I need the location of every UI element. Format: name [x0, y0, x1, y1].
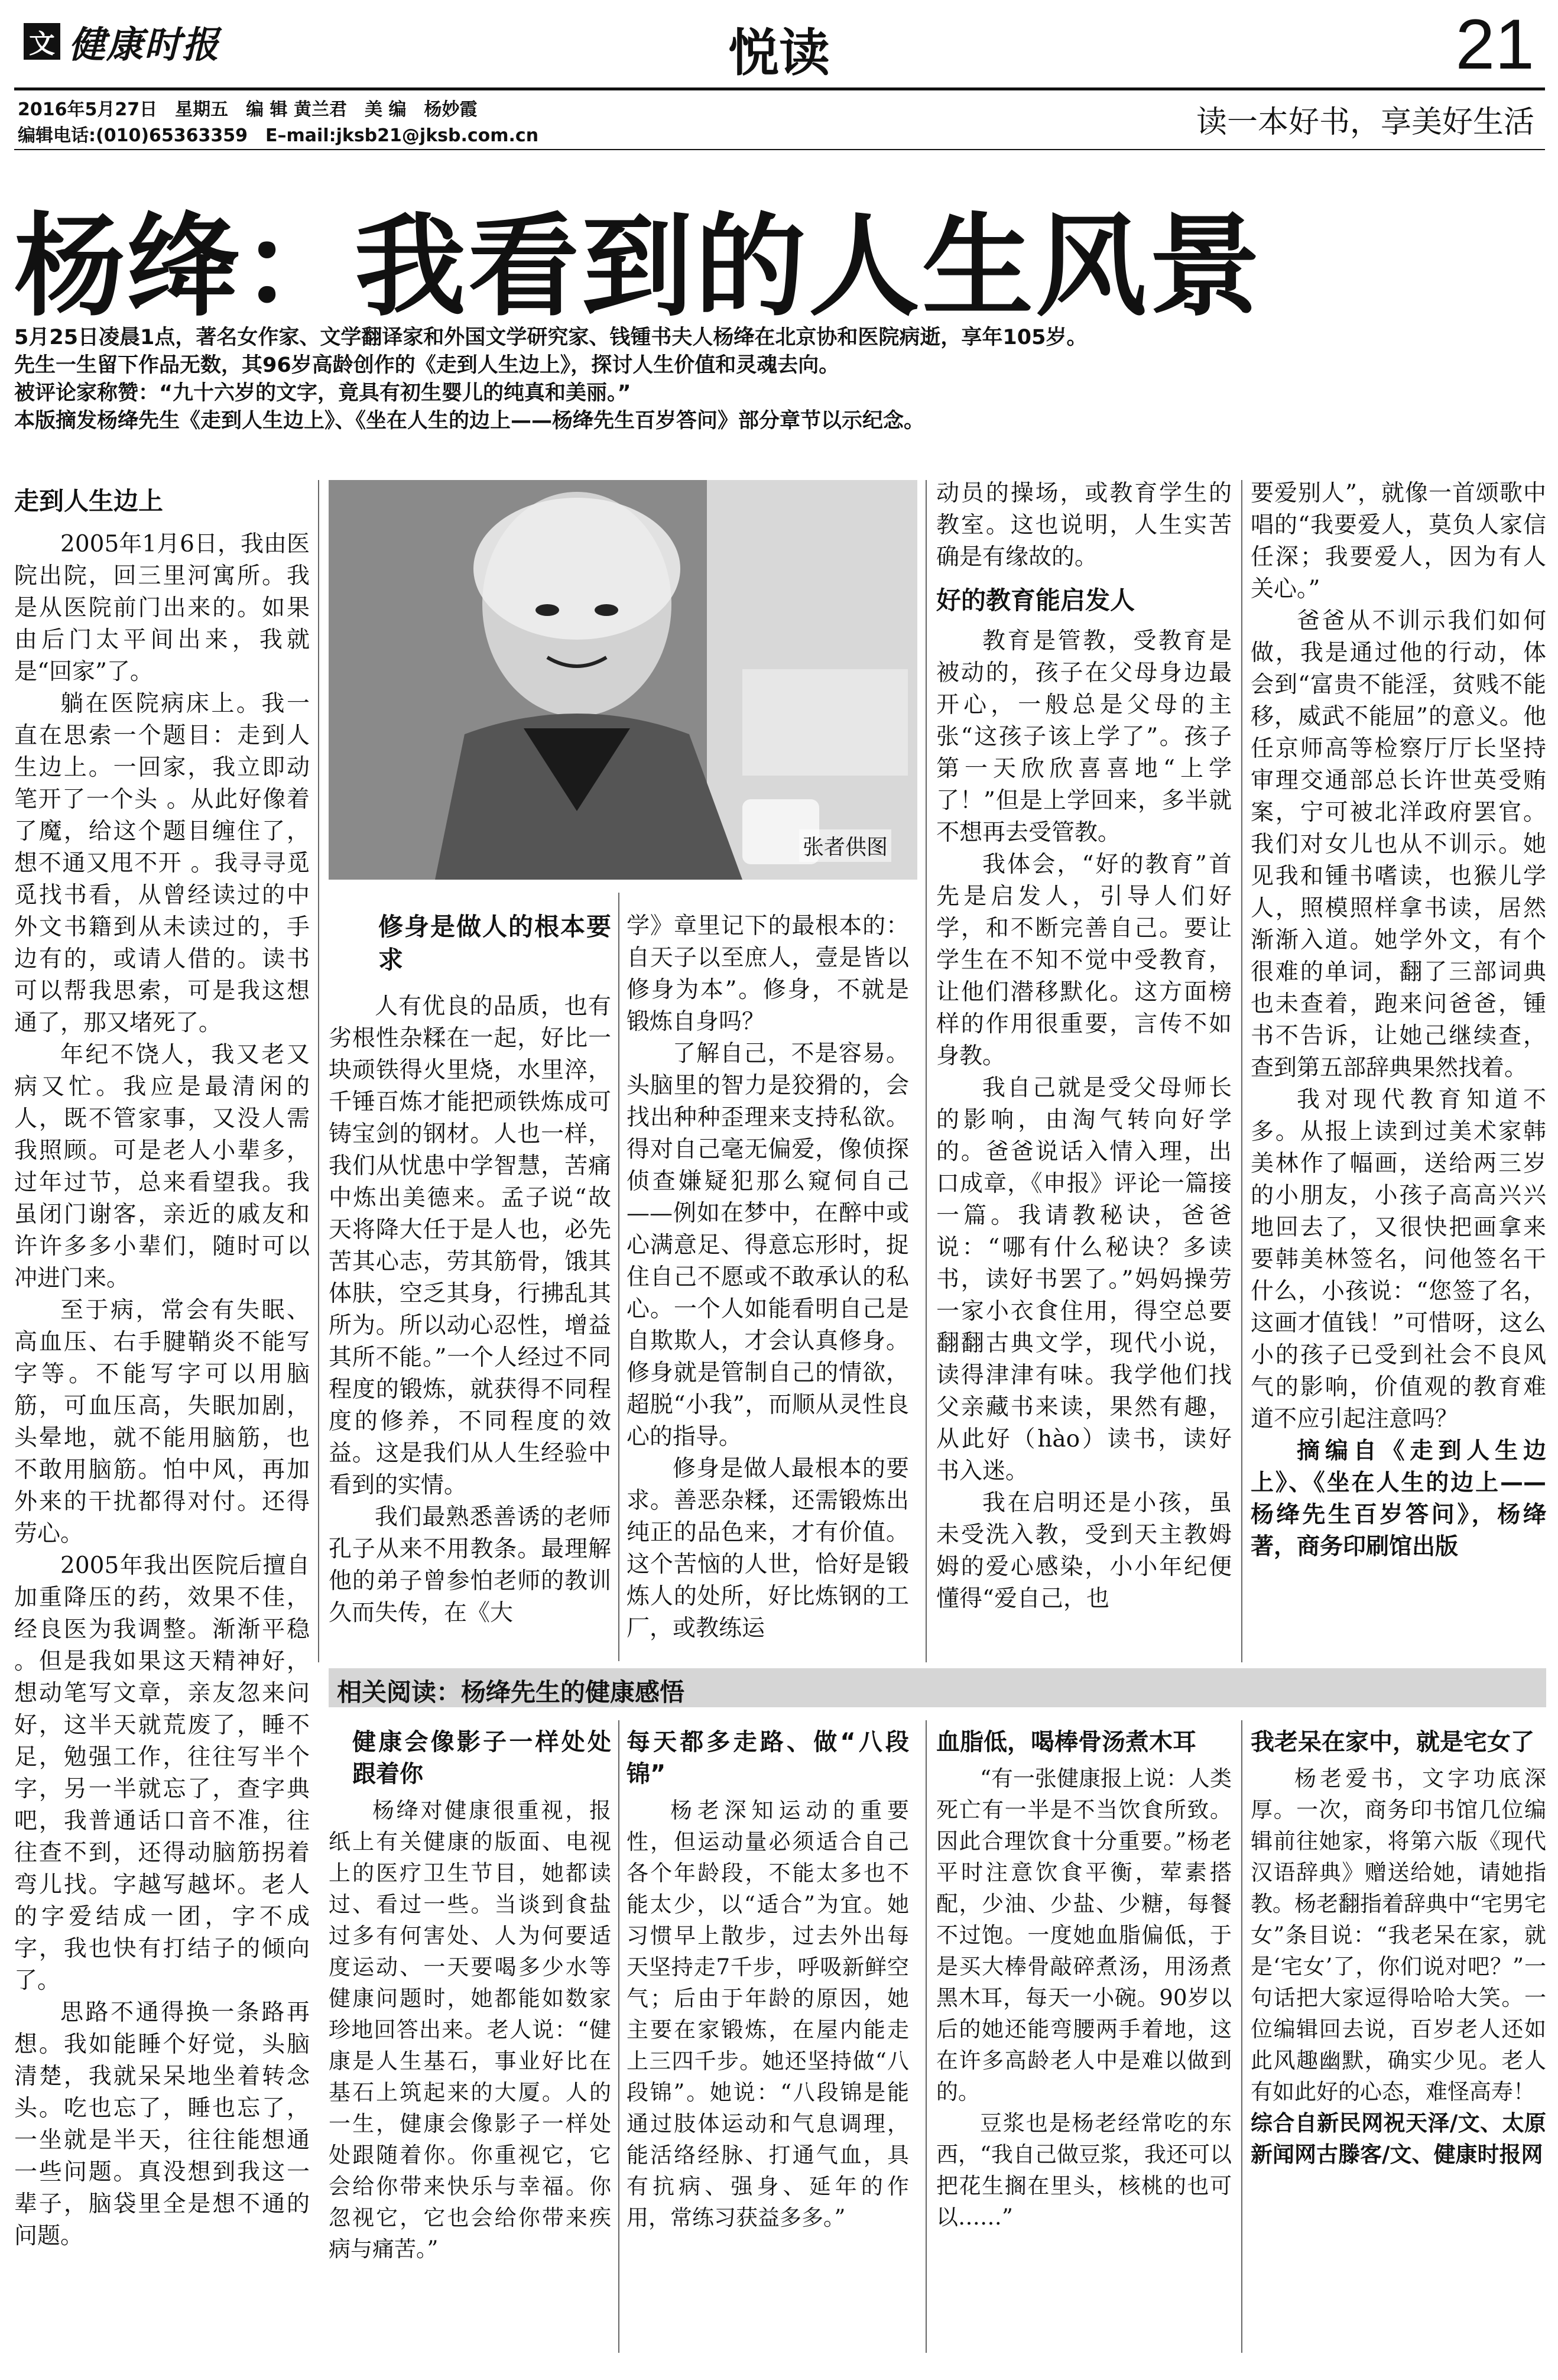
section-slogan: 读一本好书，享美好生活 — [1196, 105, 1534, 140]
related-item-text: “有一张健康报上说：人类死亡有一半是不当饮食所致。因此合理饮食十分重要。”杨老平时注意饮食平衡，荤素搭配，少油、少盐、少糖，每餐不过饱。一度她血脂偏低，于是买大棒骨敲碎煮汤，用汤煮黑木耳，每天一小碗。90岁以后的她还能弯腰两手着地，这在许多高龄老人中是难以做到的。 — [936, 1766, 1232, 2105]
article-source: 摘编自《走到人生边上》、《坐在人生的边上——杨绛先生百岁答问》，杨绛著，商务印刷馆出版 — [1251, 1438, 1546, 1560]
portrait-photo — [329, 480, 917, 880]
lede — [14, 324, 1545, 435]
masthead — [0, 0, 1558, 89]
related-item-2 — [627, 1726, 909, 2353]
related-item-4 — [1251, 1726, 1546, 2353]
paragraph: 了解自己，不是容易。头脑里的智力是狡猾的，会找出种种歪理来支持私欲。得对自己毫无偏爱，像侦探侦查嫌疑犯那么窥伺自己——例如在梦中，在醉中或心满意足、得意忘形时，捉住自己不愿或不敢承认的私心。一个人如能看明自己是自欺欺人，才会认真修身。修身就是管制自己的情欲，超脱“小我”，而顺从灵性良心的指导。 — [627, 1040, 909, 1450]
related-item-title: 我老呆在家中，就是宅女了 — [1251, 1729, 1534, 1756]
subhead-edge-of-life: 走到人生边上 — [14, 487, 164, 515]
header-rule — [14, 149, 1545, 150]
paragraph: 至于病，常会有失眠、高血压、右手腱鞘炎不能写字等。不能写字可以用脑筋，可血压高，失眠加剧，头晕地，就不能用脑筋，也不敢用脑筋。怕中风，再加外来的干扰都得对付。还得劳心。 — [14, 1297, 310, 1547]
column-divider — [618, 1720, 619, 2353]
subhead-self-cultivation: 修身是做人的根本要求 — [378, 912, 611, 974]
lede-line: 先生一生留下作品无数，其96岁高龄创作的《走到人生边上》，探讨人生价值和灵魂去向。 — [14, 354, 840, 377]
article-column-2 — [329, 910, 611, 1655]
paragraph: 动员的操场，或教育学生的教室。这也说明，人生实苦确是有缘故的。 — [936, 480, 1232, 570]
paragraph: 思路不通得换一条路再想。我如能睡个好觉，头脑清楚，我就呆呆地坐着转念头。吃也忘了，睡也忘了，一坐就是半天，往往能想通一些问题。真没想到我这一辈子，脑袋里全是想不通的问题。 — [14, 1999, 310, 2249]
column-divider — [926, 1720, 927, 2353]
issue-info: 2016年5月27日 星期五 编 辑 黄兰君 美 编 杨妙霞 — [18, 99, 478, 120]
paragraph: 教育是管教，受教育是被动的，孩子在父母身边最开心，一般总是父母的主张“这孩子该上学了”。孩子第一天欣欣喜喜地“上学了！”但是上学回来，多半就不想再去受管教。 — [936, 628, 1232, 846]
column-divider — [1241, 1720, 1242, 2353]
paragraph: 我们最熟悉善诱的老师孔子从来不用教条。最理解他的弟子曾参怕老师的教训久而失传，在《大 — [329, 1504, 611, 1626]
section-name: 悦读 — [728, 24, 830, 83]
related-item-title: 健康会像影子一样处处跟着你 — [352, 1729, 611, 1788]
paragraph: 要爱别人”，就像一首颂歌中唱的“我要爱人，莫负人家信任深；我要爱人，因为有人关心。” — [1251, 480, 1546, 602]
logo-mark-icon: 文 — [24, 23, 60, 60]
editor-contact: 编辑电话:(010)65363359 E–mail:jksb21@jksb.com.cn — [18, 125, 539, 146]
column-divider — [318, 480, 319, 1662]
related-item-3 — [936, 1726, 1232, 2353]
paragraph: 人有优良的品质，也有劣根性杂糅在一起，好比一块顽铁得火里烧，水里淬，千锤百炼才能把顽铁炼成可铸宝剑的钢材。人也一样，我们从忧患中学智慧，苦痛中炼出美德来。孟子说“故天将降大任于是人也，必先苦其心志，劳其筋骨，饿其体肤，空乏其身，行拂乱其所为。所以动心忍性，增益其所不能。”一个人经过不同程度的锻炼，就获得不同程度的修养，不同程度的效益。这是我们从人生经验中看到的实情。 — [329, 993, 611, 1499]
related-reading-title: 相关阅读：杨绛先生的健康感悟 — [337, 1678, 685, 1707]
lede-line: 5月25日凌晨1点，著名女作家、文学翻译家和外国文学研究家、钱锺书夫人杨绛在北京协和医院病逝，享年105岁。 — [14, 326, 1088, 349]
column-divider — [1241, 480, 1242, 1662]
paragraph: 爸爸从不训示我们如何做，我是通过他的行动，体会到“富贵不能淫，贫贱不能移，威武不能屈”的意义。他任京师高等检察厅厅长坚持审理交通部总长许世英受贿案，宁可被北洋政府罢官。我们对女儿也从不训示。她见我和锺书嗜读，也猴儿学人，照模照样拿书读，居然渐渐入道。她学外文，有个很难的单词，翻了三部词典也未查着，跑来问爸爸，锺书不告诉，让她己继续查，查到第五部辞典果然找着。 — [1251, 608, 1546, 1081]
paragraph: 年纪不饶人，我又老又病又忙。我应是最清闲的人，既不管家事，又没人需我照顾。可是老人小辈多，过年过节，总来看望我。我虽闭门谢客，亲近的戚友和许许多多小辈们，随时可以冲进门来。 — [14, 1042, 310, 1292]
paragraph: 我对现代教育知道不多。从报上读到过美术家韩美林作了幅画，送给两三岁的小朋友，小孩子高高兴兴地回去了，又很快把画拿来要韩美林签名，问他签名干什么，小孩说：“您签了名，这画才值钱！”可惜呀，这么小的孩子已受到社会不良风气的影响，价值观的教育难道不应引起注意吗？ — [1251, 1087, 1546, 1432]
column-divider — [618, 893, 619, 1661]
portrait-illustration — [329, 480, 917, 880]
top-rule — [14, 87, 1545, 90]
paragraph: 学》章里记下的最根本的：自天子以至庶人，壹是皆以修身为本”。修身，不就是锻炼自身吗？ — [627, 913, 909, 1035]
newspaper-logo — [24, 18, 220, 65]
article-column-1 — [14, 485, 310, 2249]
related-item-title: 血脂低，喝棒骨汤煮木耳 — [936, 1729, 1196, 1756]
paragraph: 我体会，“好的教育”首先是启发人，引导人们好学，和不断完善自己。要让学生在不知不觉中受教育，让他们潜移默化。这方面榜样的作用很重要，言传不如身教。 — [936, 851, 1232, 1069]
related-item-text: 杨绛对健康很重视，报纸上有关健康的版面、电视上的医疗卫生节目，她都读过、看过一些。当谈到食盐过多有何害处、人为何要适度运动、一天要喝多少水等健康问题时，她都能如数家珍地回答出来。老人说：“健康是人生基石，事业好比在基石上筑起来的大厦。人的一生，健康会像影子一样处处跟随着你。你重视它，它会给你带来快乐与幸福。你忽视它，它也会给你带来疾病与痛苦。” — [329, 1798, 611, 2262]
lede-line: 本版摘发杨绛先生《走到人生边上》、《坐在人生的边上——杨绛先生百岁答问》部分章节以示纪念。 — [14, 409, 925, 433]
page-number: 21 — [1455, 5, 1534, 84]
article-column-3 — [627, 910, 909, 1655]
page-headline: 杨绛：我看到的人生风景 — [14, 201, 1262, 332]
paragraph: 躺在医院病床上。我一直在思索一个题目：走到人生边上。一回家，我立即动笔开了一个头 。从此好像着了魔，给这个题目缠住了，想不通又甩不开 。我寻寻觅觅找书看，从曾经读过的中外文书籍到从未读过的，手边有的，或请人借的。读书可以帮我思索，可是我这想通了，那又堵死了。 — [14, 690, 310, 1036]
article-column-4 — [936, 478, 1232, 1660]
article-column-5 — [1251, 478, 1546, 1660]
related-item-text: 杨老爱书，文字功底深厚。一次，商务印书馆几位编辑前往她家，将第六版《现代汉语辞典》赠送给她，请她指教。杨老翻指着辞典中“宅男宅女”条目说：“我老呆在家，就是‘宅女’了，你们说对吧？”一句话把大家逗得哈哈大笑。一位编辑回去说，百岁老人还如此风趣幽默，确实少见。老人有如此好的心态，难怪高寿！ — [1251, 1766, 1546, 2105]
paragraph: 我在启明还是小孩，虽未受洗入教，受到天主教姆姆的爱心感染，小小年纪便懂得“爱自己，也 — [936, 1490, 1232, 1612]
paragraph: 修身是做人最根本的要求。善恶杂糅，还需锻炼出纯正的品色来，才有价值。这个苦恼的人世，恰好是锻炼人的处所，好比炼钢的工厂，或教练运 — [627, 1455, 909, 1642]
column-divider — [926, 480, 927, 1662]
related-item-text: 豆浆也是杨老经常吃的东西，“我自己做豆浆，我还可以把花生搁在里头，核桃的也可以……” — [936, 2110, 1232, 2230]
photo-credit: 张者供图 — [799, 829, 891, 862]
related-item-source: 综合自新民网祝天泽/文、太原新闻网古滕客/文、健康时报网 — [1251, 2110, 1546, 2167]
related-item-title: 每天都多走路、做“八段锦” — [627, 1729, 909, 1788]
related-item-text: 杨老深知运动的重要性，但运动量必须适合自己各个年龄段，不能太多也不能太少，以“适合”为宜。她习惯早上散步，过去外出每天坚持走7千步，呼吸新鲜空气；后由于年龄的原因，她主要在家锻炼，在屋内能走上三四千步。她还坚持做“八段锦”。她说：“八段锦是能通过肢体运动和气息调理，能活络经脉、打通气血，具有抗病、强身、延年的作用，常练习获益多多。” — [627, 1798, 909, 2230]
paragraph: 我自己就是受父母师长的影响，由淘气转向好学的。爸爸说话入情入理，出口成章，《申报》评论一篇接一篇。我请教秘诀，爸爸说：“哪有什么秘诀？多读书，读好书罢了。”妈妈操劳一家小衣食住用，得空总要翻翻古典文学，现代小说，读得津津有味。我学他们找父亲藏书来读，果然有趣，从此好（hào）读书，读好书入迷。 — [936, 1075, 1232, 1484]
lede-line: 被评论家称赞：“九十六岁的文字，竟具有初生婴儿的纯真和美丽。” — [14, 381, 631, 405]
related-item-1 — [329, 1726, 611, 2353]
subhead-good-education: 好的教育能启发人 — [936, 586, 1135, 615]
paragraph: 2005年我出医院后擅自加重降压的药，效果不佳，经良医为我调整。渐渐平稳 。但是我如果这天精神好，想动笔写文章，亲友忽来问好，这半天就荒废了，睡不足，勉强工作，往往写半个字，另一半就忘了，查字典吧，我普通话口音不准，往往查不到，还得动脑筋拐着弯儿找。字越写越坏。老人的字爱结成一团，字不成字，我也快有打结子的倾向了。 — [14, 1552, 310, 1994]
logo-text: 健康时报 — [69, 22, 220, 66]
paragraph: 2005年1月6日，我由医院出院，回三里河寓所。我是从医院前门出来的。如果由后门太平间出来，我就是“回家”了。 — [14, 531, 310, 685]
